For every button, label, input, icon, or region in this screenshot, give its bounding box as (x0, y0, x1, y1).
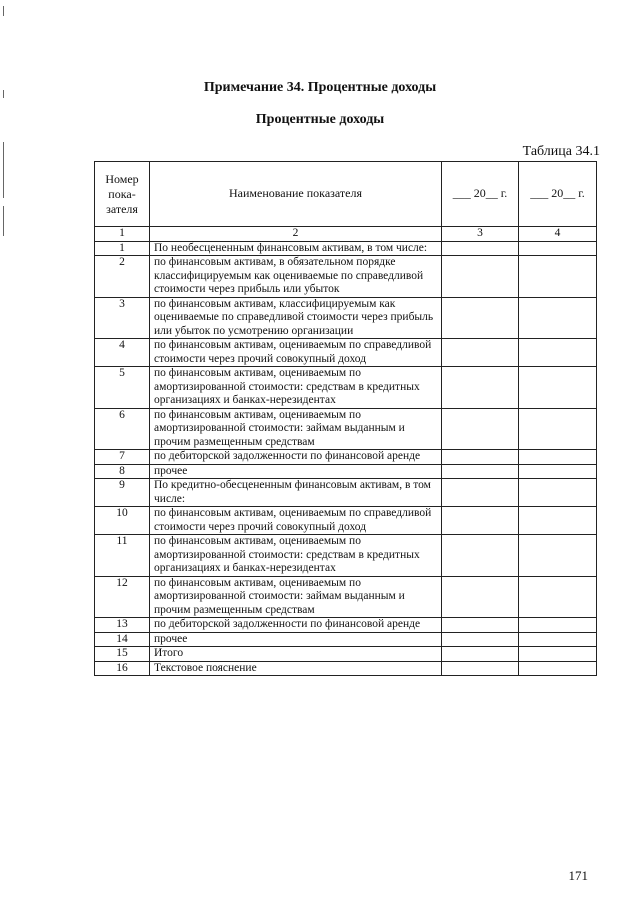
row-number: 8 (95, 464, 150, 479)
row-number: 12 (95, 576, 150, 618)
column-index: 1 (95, 227, 150, 242)
row-name: по финансовым активам, оцениваемым по амортизированной стоимости: средствам в кредитных организациях и банках-нерезидентах (150, 367, 442, 409)
table-row (95, 408, 597, 450)
scan-mark (3, 142, 4, 198)
row-number: 2 (95, 256, 150, 298)
note-title: Примечание 34. Процентные доходы (203, 80, 437, 95)
value-cell (442, 647, 519, 662)
row-number: 6 (95, 408, 150, 450)
value-cell (519, 297, 597, 339)
value-cell (519, 450, 597, 465)
value-cell (442, 535, 519, 577)
value-cell (519, 535, 597, 577)
table-label: Таблица 34.1 (522, 144, 600, 159)
row-name: по финансовым активам, оцениваемым по справедливой стоимости через прочий совокупный доход (150, 339, 442, 367)
value-cell (442, 479, 519, 507)
row-name: по финансовым активам, оцениваемым по амортизированной стоимости: займам выданным и прочим размещенным средствам (150, 408, 442, 450)
value-cell (442, 464, 519, 479)
row-number: 3 (95, 297, 150, 339)
value-cell (442, 507, 519, 535)
subtitle: Процентные доходы (255, 112, 385, 127)
scan-mark (3, 206, 4, 236)
row-name: по дебиторской задолженности по финансовой аренде (150, 450, 442, 465)
table-row (95, 339, 597, 367)
row-number: 9 (95, 479, 150, 507)
row-number: 5 (95, 367, 150, 409)
value-cell (442, 618, 519, 633)
row-number: 11 (95, 535, 150, 577)
row-name: прочее (150, 464, 442, 479)
row-name: по дебиторской задолженности по финансовой аренде (150, 618, 442, 633)
page-number: 171 (568, 868, 588, 883)
value-cell (519, 367, 597, 409)
row-number: 1 (95, 241, 150, 256)
row-name: По кредитно-обесцененным финансовым активам, в том числе: (150, 479, 442, 507)
row-number: 7 (95, 450, 150, 465)
value-cell (519, 479, 597, 507)
row-number: 16 (95, 661, 150, 676)
row-number: 4 (95, 339, 150, 367)
table-row (95, 367, 597, 409)
row-name: по финансовым активам, оцениваемым по амортизированной стоимости: займам выданным и прочим размещенным средствам (150, 576, 442, 618)
table-row (95, 576, 597, 618)
value-cell (519, 618, 597, 633)
value-cell (519, 647, 597, 662)
row-name: По необесцененным финансовым активам, в том числе: (150, 241, 442, 256)
value-cell (442, 339, 519, 367)
header-number: Номер пока- зателя (95, 162, 150, 227)
table-row (95, 241, 597, 256)
row-number: 15 (95, 647, 150, 662)
value-cell (519, 576, 597, 618)
value-cell (519, 256, 597, 298)
value-cell (442, 256, 519, 298)
value-cell (442, 661, 519, 676)
header-name: Наименование показателя (150, 162, 442, 227)
header-period-1: ___ 20__ г. (442, 162, 519, 227)
column-index: 3 (442, 227, 519, 242)
table-row (95, 297, 597, 339)
row-name: по финансовым активам, классифицируемым как оцениваемые по справедливой стоимости через прибыль или убыток по усмотрению организации (150, 297, 442, 339)
row-number: 13 (95, 618, 150, 633)
table-row (95, 661, 597, 676)
value-cell (519, 241, 597, 256)
interest-income-table (94, 161, 597, 676)
table-row (95, 507, 597, 535)
value-cell (442, 408, 519, 450)
table-row (95, 618, 597, 633)
row-number: 10 (95, 507, 150, 535)
table-row (95, 464, 597, 479)
row-name: Итого (150, 647, 442, 662)
column-index: 2 (150, 227, 442, 242)
value-cell (442, 241, 519, 256)
table-row (95, 632, 597, 647)
value-cell (442, 576, 519, 618)
table-row (95, 535, 597, 577)
row-name: Текстовое пояснение (150, 661, 442, 676)
column-index-row (95, 227, 597, 242)
value-cell (519, 632, 597, 647)
row-name: по финансовым активам, оцениваемым по амортизированной стоимости: средствам в кредитных организациях и банках-нерезидентах (150, 535, 442, 577)
table-row (95, 256, 597, 298)
row-name: прочее (150, 632, 442, 647)
row-number: 14 (95, 632, 150, 647)
table-row (95, 450, 597, 465)
header-row (95, 162, 597, 227)
value-cell (519, 464, 597, 479)
value-cell (519, 507, 597, 535)
scan-mark (3, 6, 4, 16)
value-cell (442, 632, 519, 647)
row-name: по финансовым активам, в обязательном порядке классифицируемым как оцениваемые по справедливой стоимости через прибыль или убыток (150, 256, 442, 298)
header-period-2: ___ 20__ г. (519, 162, 597, 227)
value-cell (442, 367, 519, 409)
value-cell (519, 408, 597, 450)
value-cell (442, 450, 519, 465)
table-row (95, 647, 597, 662)
value-cell (519, 339, 597, 367)
column-index: 4 (519, 227, 597, 242)
table-row (95, 479, 597, 507)
value-cell (519, 661, 597, 676)
row-name: по финансовым активам, оцениваемым по справедливой стоимости через прочий совокупный доход (150, 507, 442, 535)
value-cell (442, 297, 519, 339)
